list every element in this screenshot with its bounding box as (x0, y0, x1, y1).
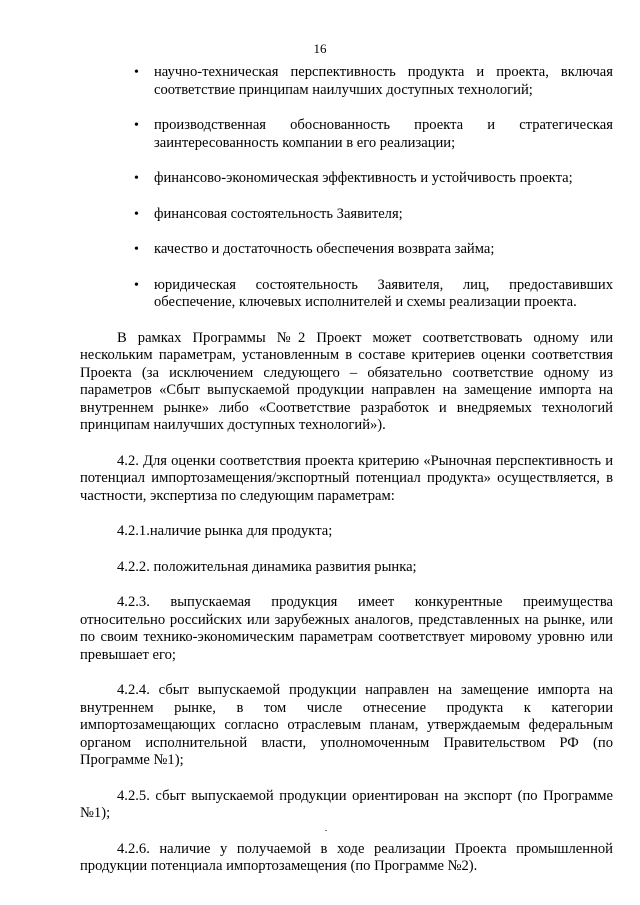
bullet-item (80, 64, 613, 99)
page-number: 16 (313, 41, 327, 56)
bullet-item (80, 241, 613, 259)
bullet-marker: • (134, 277, 139, 293)
section-4-2-4: 4.2.4. сбыт выпускаемой продукции направлен на замещение импорта на внутреннем рынке, в том числе отнесение продукта к категории импортозамещающих согласно отраслевым планам, утверждаемым федеральным органом исполнительной власти, уполномоченным Правительством РФ (по Программе №1); (80, 682, 613, 768)
bullet-text: качество и достаточность обеспечения возврата займа; (154, 241, 495, 257)
bullet-item (80, 170, 613, 188)
bullet-marker: • (134, 65, 139, 80)
program2-paragraph: В рамках Программы №2 Проект может соответствовать одному или нескольким параметрам, установленным в составе критериев оценки соответствия Проекта (за исключением следующего – обязательно соответствие одному из параметров «Сбыт выпускаемой продукции направлен на замещение импорта на внутреннем рынке» либо «Соответствие разработок и внедряемых технологий принципам наилучших доступных технологий»). (80, 329, 613, 433)
section-4-2-2: 4.2.2. положительная динамика развития рынка; (117, 558, 417, 575)
bullet-item (80, 117, 613, 152)
section-4-2-6: 4.2.6. наличие у получаемой в ходе реализации Проекта промышленной продукции потенциала импортозамещения (по Программе №2). (80, 840, 613, 874)
bullet-item (80, 206, 613, 224)
section-4-2-5: 4.2.5. сбыт выпускаемой продукции ориентирован на экспорт (по Программе №1); (80, 787, 613, 821)
section-4-2-1: 4.2.1.наличие рынка для продукта; (117, 523, 333, 539)
bullet-text: юридическая состоятельность Заявителя, лиц, предоставивших обеспечение, ключевых исполнителей и схемы реализации проекта. (154, 276, 613, 310)
criteria-bullet-list (80, 64, 613, 312)
bullet-marker: • (134, 242, 139, 257)
scan-speck (325, 830, 327, 831)
bullet-text: производственная обоснованность проекта и стратегическая заинтересованность компании в его реализации; (154, 117, 613, 151)
bullet-marker: • (134, 206, 139, 222)
bullet-text: научно-техническая перспективность продукта и проекта, включая соответствие принципам наилучших доступных технологий; (154, 64, 613, 98)
bullet-marker: • (134, 118, 139, 133)
bullet-text: финансово-экономическая эффективность и устойчивость проекта; (154, 170, 573, 186)
bullet-marker: • (134, 171, 139, 186)
section-4-2-3: 4.2.3. выпускаемая продукция имеет конкурентные преимущества относительно российских или зарубежных аналогов, представленных на рынке, или по своим технико-экономическим параметрам соответствует мировому уровню или превышает его; (80, 594, 613, 663)
page-content (80, 64, 613, 894)
bullet-text: финансовая состоятельность Заявителя; (154, 205, 403, 222)
section-4-2-paragraph: 4.2. Для оценки соответствия проекта критерию «Рыночная перспективность и потенциал импортозамещения/экспортный потенциал продукта» осуществляется, в частности, экспертиза по следующим параметрам: (80, 452, 613, 504)
bullet-item (80, 277, 613, 312)
